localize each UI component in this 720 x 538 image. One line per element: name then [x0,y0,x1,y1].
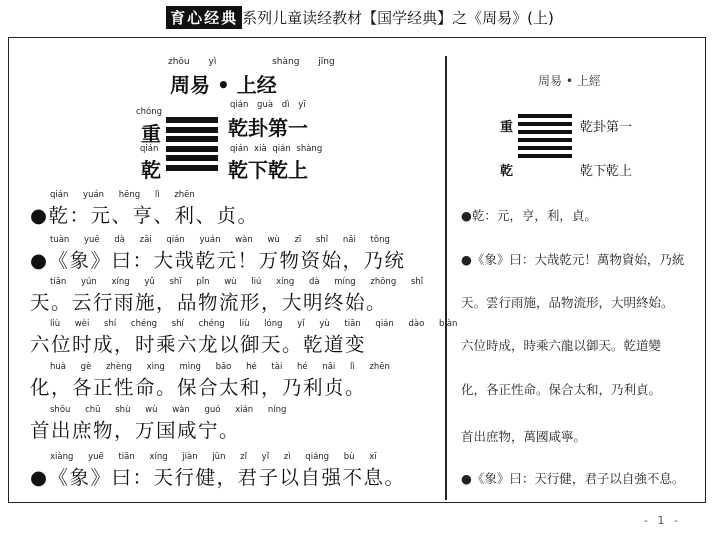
right-line-3: 天。雲行雨施，品物流形，大明終始。 [461,295,674,310]
gua-sub-pinyin: qián xià qián shàng [230,144,323,154]
right-qian: 乾 [500,164,514,179]
right-line-2: ●《象》曰：大哉乾元！萬物資始，乃統 [461,252,685,267]
text-line-5: 化，各正性命。保合太和，乃利贞。 [30,376,367,399]
right-line-6: 首出庶物，萬國咸寧。 [461,429,587,444]
yang-line [518,154,572,158]
page-number: - 1 - [644,514,681,527]
text-line-7: ●《象》曰：天行健，君子以自强不息。 [30,466,406,489]
chong-char: 重 [141,122,161,146]
brand-logo: 育心经典 [166,6,242,29]
gua-name: 乾卦第一 [228,116,308,140]
gua-sub: 乾下乾上 [228,158,308,182]
yang-line [518,146,572,150]
title-pinyin-2: yì [208,57,217,67]
right-chong: 重 [500,120,514,135]
pinyin-line-7: xiàng yuē tiān xíng jiàn jūn zǐ yǐ zì qiáng bù xī [50,452,377,462]
yang-line [518,122,572,126]
hexagram-qian-small [518,114,572,162]
right-gua-sub: 乾下乾上 [580,164,633,179]
yang-line [518,138,572,142]
page-title: 周易 • 上经 [170,73,277,97]
title-pinyin-1: zhōu [168,57,190,67]
qian-pinyin: qián [140,144,159,154]
qian-char: 乾 [141,158,161,182]
yang-line [166,146,218,152]
right-line-7: ●《象》曰：天行健，君子以自強不息。 [461,471,685,486]
text-line-3: 天。云行雨施，品物流形，大明终始。 [30,291,388,314]
yang-line [166,155,218,161]
title-pinyin-3: shàng [272,57,300,67]
yang-line [518,114,572,118]
right-line-1: ●乾：元，亨，利，貞。 [461,208,597,223]
yang-line [166,136,218,142]
text-line-2: ●《象》曰：大哉乾元！万物资始，乃统 [30,249,406,272]
title-pinyin [168,57,335,67]
pinyin-line-2: tuàn yuē dà zāi qián yuán wàn wù zī shǐ nǎi tǒng [50,235,390,245]
column-divider [445,56,447,500]
title-pinyin-4: jīng [318,57,335,67]
right-title: 周易 • 上經 [538,74,601,88]
gua-name-pinyin: qián guà dì yī [230,100,306,110]
right-line-4: 六位時成，時乘六龍以御天。乾道變 [461,338,662,353]
header-title: 系列儿童读经教材【国学经典】之《周易》(上) [242,9,554,27]
pinyin-line-6: shǒu chū shù wù wàn guó xián níng [50,405,287,415]
pinyin-line-3: tiān yún xíng yǔ shī pǐn wù liú xíng dà míng zhōng shǐ [50,277,424,287]
yang-line [166,117,218,123]
page-header [0,6,720,29]
right-gua-name: 乾卦第一 [580,120,633,135]
yang-line [166,127,218,133]
text-line-6: 首出庶物，万国咸宁。 [30,419,241,442]
pinyin-line-4: liù wèi shí chéng shí chéng liù lóng yǐ yù tiān qián dào biàn [50,319,458,329]
pinyin-line-5: huà gè zhèng xìng mìng bǎo hé tài hé nǎi lì zhēn [50,362,390,372]
text-line-1: ●乾：元、亨、利、贞。 [30,204,259,227]
yang-line [166,165,218,171]
right-line-5: 化，各正性命。保合太和，乃利貞。 [461,382,662,397]
chong-pinyin: chóng [136,107,163,117]
hexagram-qian [166,117,218,174]
pinyin-line-1: qián yuán hēng lì zhēn [50,190,195,200]
yang-line [518,130,572,134]
text-line-4: 六位时成，时乘六龙以御天。乾道变 [30,333,367,356]
